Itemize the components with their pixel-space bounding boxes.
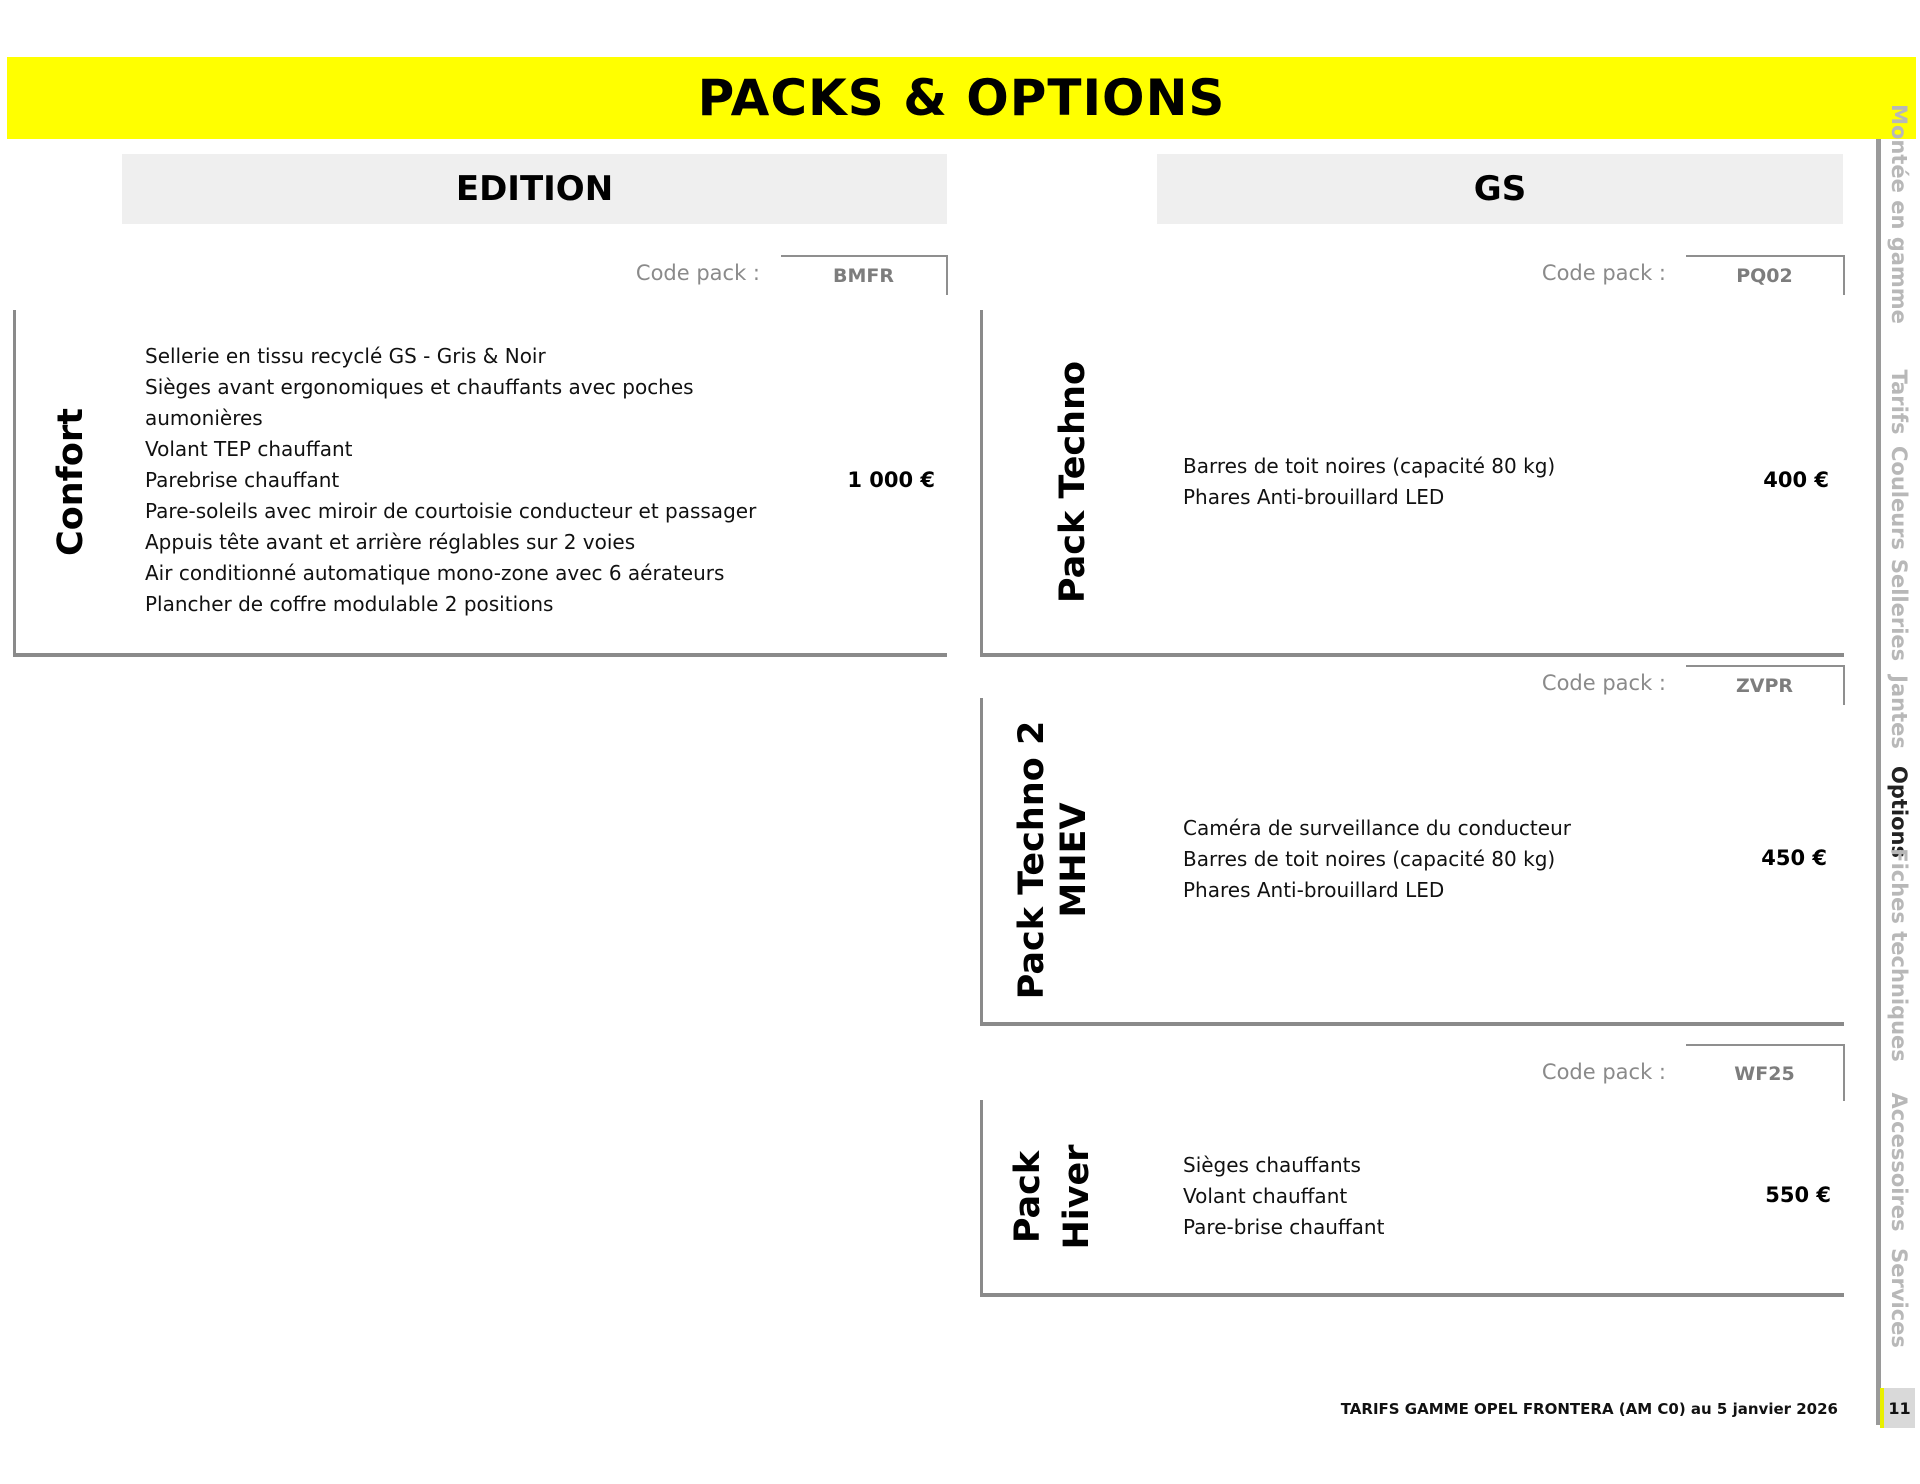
code-pack-value: WF25 [1686, 1044, 1845, 1101]
pack-techno-2-mhev [980, 698, 1844, 1026]
list-item: Parebrise chauffant [145, 468, 340, 492]
nav-item-fiches-techniques[interactable]: Fiches techniques [1887, 848, 1911, 1062]
pack-name-line: Hiver [1057, 1143, 1097, 1250]
pack-price: 450 € [1761, 846, 1827, 870]
pack-hiver [980, 1100, 1844, 1297]
code-pack-label: Code pack : [1541, 261, 1666, 285]
nav-item-options[interactable]: Options [1887, 766, 1911, 858]
nav-item-jantes[interactable]: Jantes [1887, 675, 1911, 749]
pack-price: 400 € [1763, 468, 1829, 492]
list-item: Barres de toit noires (capacité 80 kg) [1183, 847, 1556, 871]
list-item: Sièges chauffants [1183, 1153, 1361, 1177]
nav-item-services[interactable]: Services [1887, 1248, 1911, 1348]
column-header-gs-label: GS [1473, 169, 1527, 209]
code-pack-label: Code pack : [1541, 671, 1666, 695]
column-header-gs [1157, 154, 1843, 224]
pack-items [1183, 1150, 1384, 1243]
pack-price: 1 000 € [847, 468, 935, 492]
list-item: Volant chauffant [1183, 1184, 1348, 1208]
list-item: Air conditionné automatique mono-zone avec 6 aérateurs [145, 561, 725, 585]
list-item: Pare-brise chauffant [1183, 1215, 1385, 1239]
list-item: Pare-soleils avec miroir de courtoisie conducteur et passager [145, 499, 757, 523]
pack-price: 550 € [1765, 1183, 1831, 1207]
column-header-edition-label: EDITION [455, 169, 614, 209]
pack-items [1183, 451, 1555, 513]
pack-name-text [1004, 1144, 1102, 1249]
pack-name [983, 310, 1163, 653]
pack-techno [980, 310, 1844, 657]
nav-item-selleries[interactable]: Selleries [1887, 558, 1911, 662]
list-item: Phares Anti-brouillard LED [1183, 878, 1445, 902]
pack-name-line: Pack Techno 2 [1012, 720, 1052, 1000]
pack-confort [13, 310, 947, 657]
pack-name [16, 310, 126, 653]
page-title: PACKS & OPTIONS [697, 69, 1226, 127]
nav-item-montee-en-gamme[interactable]: Montée en gamme [1887, 104, 1911, 324]
page-number: 11 [1880, 1388, 1915, 1428]
code-pack-label: Code pack : [1541, 1060, 1666, 1084]
title-band [7, 57, 1916, 139]
nav-item-tarifs[interactable]: Tarifs [1887, 369, 1911, 435]
code-pack-value: ZVPR [1686, 665, 1845, 705]
list-item: Volant TEP chauffant [145, 437, 353, 461]
pack-name [983, 698, 1123, 1022]
list-item: Plancher de coffre modulable 2 positions [145, 592, 554, 616]
pack-name-text: Confort [51, 407, 91, 556]
code-pack-label: Code pack : [635, 261, 760, 285]
list-item: aumonières [145, 406, 263, 430]
pack-name-line: Pack [1008, 1150, 1048, 1243]
pack-items [145, 341, 756, 620]
column-header-edition [122, 154, 947, 224]
nav-item-couleurs[interactable]: Couleurs [1887, 445, 1911, 551]
code-pack-value: PQ02 [1686, 255, 1845, 295]
code-pack-value: BMFR [781, 255, 948, 295]
list-item: Caméra de surveillance du conducteur [1183, 816, 1571, 840]
pack-name-text [1011, 721, 1095, 1000]
list-item: Phares Anti-brouillard LED [1183, 485, 1445, 509]
pack-name [983, 1100, 1123, 1293]
pack-name-text: Pack Techno [1053, 360, 1093, 603]
footer-text: TARIFS GAMME OPEL FRONTERA (AM C0) au 5 janvier 2026 [1340, 1400, 1838, 1418]
pack-items [1183, 813, 1571, 906]
list-item: Sellerie en tissu recyclé GS - Gris & Noir [145, 344, 546, 368]
list-item: Appuis tête avant et arrière réglables sur 2 voies [145, 530, 636, 554]
list-item: Barres de toit noires (capacité 80 kg) [1183, 454, 1556, 478]
side-nav-bar [1876, 139, 1881, 1425]
pack-name-line: MHEV [1054, 802, 1094, 918]
list-item: Sièges avant ergonomiques et chauffants avec poches [145, 375, 694, 399]
nav-item-accessoires[interactable]: Accessoires [1887, 1092, 1911, 1232]
